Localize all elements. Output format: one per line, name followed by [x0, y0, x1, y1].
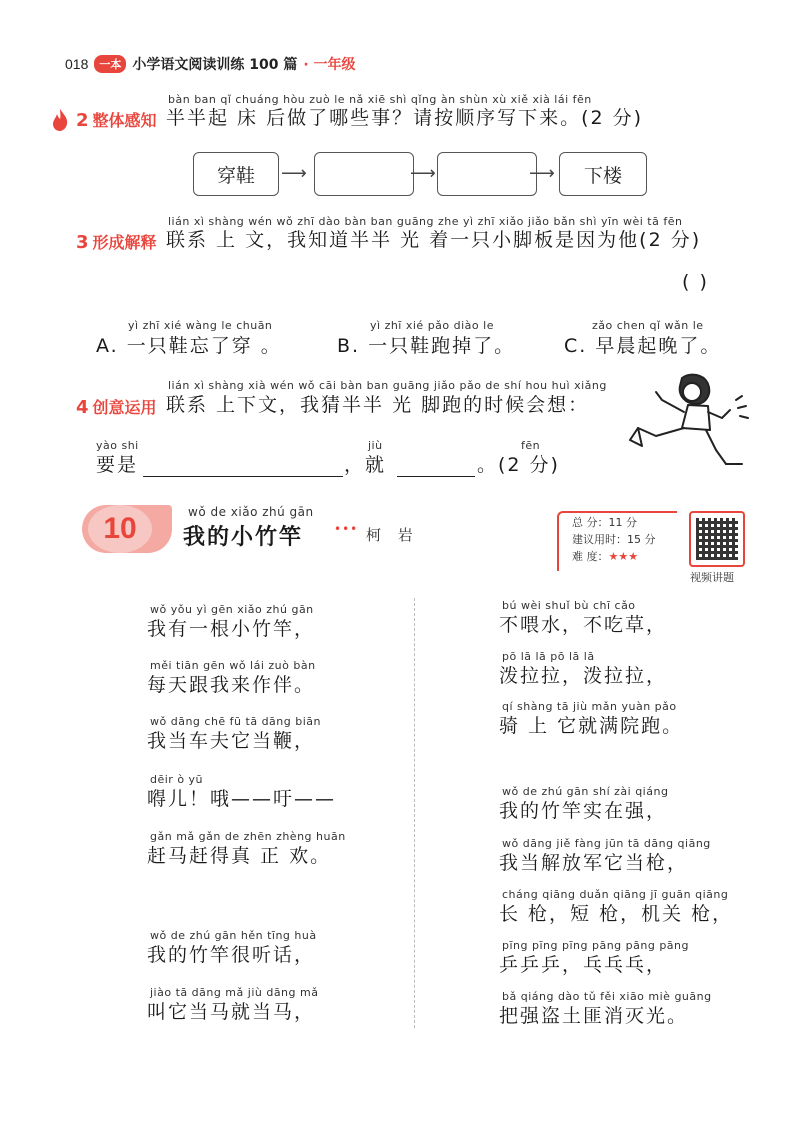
poem-right-pinyin-8: bǎ qiáng dào tǔ fěi xiāo miè guāng: [502, 990, 712, 1003]
flow-box-3[interactable]: [437, 152, 537, 196]
page-header: [65, 54, 356, 74]
q4-blank-1[interactable]: [143, 452, 343, 477]
book-grade: · 一年级: [303, 57, 356, 73]
poem-right-line-5: 我当解放军它当枪，: [499, 852, 689, 874]
poem-left-pinyin-4: dēir ò yū: [150, 773, 204, 786]
lesson-number-circle: [88, 505, 152, 553]
q4-line2-pinyin-1: yào shi: [96, 439, 139, 452]
poem-right-pinyin-6: cháng qiāng duǎn qiāng jī guān qiāng: [502, 888, 729, 901]
q3-option-c[interactable]: C. 早晨起晚了。: [564, 335, 722, 357]
poem-right-pinyin-7: pīng pīng pīng pāng pāng pāng: [502, 939, 689, 952]
poem-left-line-1: 我有一根小竹竿，: [147, 618, 316, 640]
poem-right-pinyin-3: qí shàng tā jiù mǎn yuàn pǎo: [502, 700, 677, 713]
lesson-title: 我的小竹竿: [183, 525, 304, 550]
running-child-illustration: [612, 370, 762, 470]
flow-box-4: 下楼: [559, 152, 647, 196]
q3-label: 形成解释: [92, 233, 157, 252]
qr-code[interactable]: [689, 511, 745, 567]
poem-left-pinyin-2: měi tiān gēn wǒ lái zuò bàn: [150, 659, 316, 672]
poem-right-line-4: 我的竹竿实在强，: [499, 800, 668, 822]
poem-right-line-7: 乒乒乒，乓乓乓，: [499, 954, 668, 976]
qr-label: 视频讲题: [690, 571, 734, 584]
poem-right-line-8: 把强盗土匪消灭光。: [499, 1005, 689, 1027]
q2-number: 2: [76, 110, 89, 131]
q3-option-c-pinyin: zǎo chen qǐ wǎn le: [592, 319, 704, 332]
q4-blank-2[interactable]: [397, 452, 475, 477]
q2-pinyin: bàn ban qǐ chuáng hòu zuò le nǎ xiē shì qǐng àn shùn xù xiě xià lái fēn: [168, 93, 592, 106]
poem-left-line-3: 我当车夫它当鞭，: [147, 730, 316, 752]
q4-line2-part3: 。(2 分): [477, 454, 560, 476]
poem-left-line-2: 每天跟我来作伴。: [147, 674, 316, 696]
q3-option-a[interactable]: A. 一只鞋忘了穿 。: [96, 335, 282, 357]
poem-left-pinyin-7: jiào tā dāng mǎ jiù dāng mǎ: [150, 986, 319, 999]
poem-right-pinyin-4: wǒ de zhú gān shí zài qiáng: [502, 785, 669, 798]
poem-right-pinyin-2: pō lā lā pō lā lā: [502, 650, 595, 663]
lesson-title-pinyin: wǒ de xiǎo zhú gān: [188, 505, 314, 519]
poem-left-line-7: 叫它当马就当马，: [147, 1001, 316, 1023]
info-difficulty: [572, 548, 638, 564]
arrow-right-icon: ⟶: [281, 163, 307, 184]
q4-text: 联系 上下文，我猜半半 光 脚跑的时候会想：: [166, 394, 590, 416]
poem-left-pinyin-3: wǒ dāng chē fū tā dāng biān: [150, 715, 321, 728]
poem-right-line-1: 不喂水，不吃草，: [499, 614, 668, 636]
q4-line2-pinyin-2: jiù: [368, 439, 383, 452]
flame-icon: [50, 108, 70, 132]
arrow-right-icon: ⟶: [529, 163, 555, 184]
poem-left-pinyin-1: wǒ yǒu yì gēn xiǎo zhú gān: [150, 603, 314, 616]
poem-left-line-5: 赶马赶得真 正 欢。: [147, 845, 332, 867]
q3-option-b-pinyin: yì zhī xié pǎo diào le: [370, 319, 494, 332]
column-divider: [414, 598, 415, 1028]
arrow-right-icon: ⟶: [410, 163, 436, 184]
lesson-author: 柯 岩: [366, 526, 419, 544]
q3-text: 联系 上 文，我知道半半 光 着一只小脚板是因为他(2 分): [166, 229, 702, 251]
page-number: 018: [65, 56, 89, 72]
title-dots: •••: [334, 522, 359, 536]
flow-box-1: 穿鞋: [193, 152, 279, 196]
flow-box-2[interactable]: [314, 152, 414, 196]
q3-number: 3: [76, 232, 89, 253]
q4-line2-part1: 要是: [96, 454, 139, 476]
q4-pinyin: lián xì shàng xià wén wǒ cāi bàn ban guāng jiǎo pǎo de shí hou huì xiǎng: [168, 379, 607, 392]
q3-pinyin: lián xì shàng wén wǒ zhī dào bàn ban guāng zhe yì zhī xiǎo jiǎo bǎn shì yīn wèi tā fēn: [168, 215, 683, 228]
q3-option-a-pinyin: yì zhī xié wàng le chuān: [128, 319, 273, 332]
q2-label: 整体感知: [92, 111, 157, 130]
brand-logo: 一本: [94, 55, 126, 73]
lesson-number: 10: [103, 512, 137, 545]
q3-option-b[interactable]: B. 一只鞋跑掉了。: [337, 335, 516, 357]
book-title: 小学语文阅读训练 100 篇: [132, 57, 298, 73]
info-total-score: 总 分：11 分: [572, 516, 637, 529]
difficulty-stars-icon: ★★★: [608, 550, 639, 563]
poem-left-pinyin-6: wǒ de zhú gān hěn tīng huà: [150, 929, 317, 942]
poem-right-pinyin-5: wǒ dāng jiě fàng jūn tā dāng qiāng: [502, 837, 711, 850]
info-suggested-time: 建议用时：15 分: [572, 533, 656, 546]
info-difficulty-label: 难 度：: [572, 550, 609, 563]
poem-right-line-6: 长 枪，短 枪，机关 枪，: [499, 903, 734, 925]
poem-left-line-6: 我的竹竿很听话，: [147, 944, 316, 966]
poem-left-line-4: 嘚儿！哦——吁——: [147, 788, 337, 810]
q4-line2-pinyin-3: fēn: [521, 439, 541, 452]
q4-line2-part2: ，就: [344, 454, 387, 476]
q4-number: 4: [76, 397, 89, 418]
q4-label: 创意运用: [92, 398, 157, 417]
poem-right-pinyin-1: bú wèi shuǐ bù chī cǎo: [502, 599, 636, 612]
poem-right-line-3: 骑 上 它就满院跑。: [499, 715, 684, 737]
poem-right-line-2: 泼拉拉，泼拉拉，: [499, 665, 668, 687]
poem-left-pinyin-5: gǎn mǎ gǎn de zhēn zhèng huān: [150, 830, 346, 843]
q3-answer-paren[interactable]: ( ): [682, 271, 709, 293]
q2-text: 半半起 床 后做了哪些事？请按顺序写下来。(2 分): [166, 107, 644, 129]
